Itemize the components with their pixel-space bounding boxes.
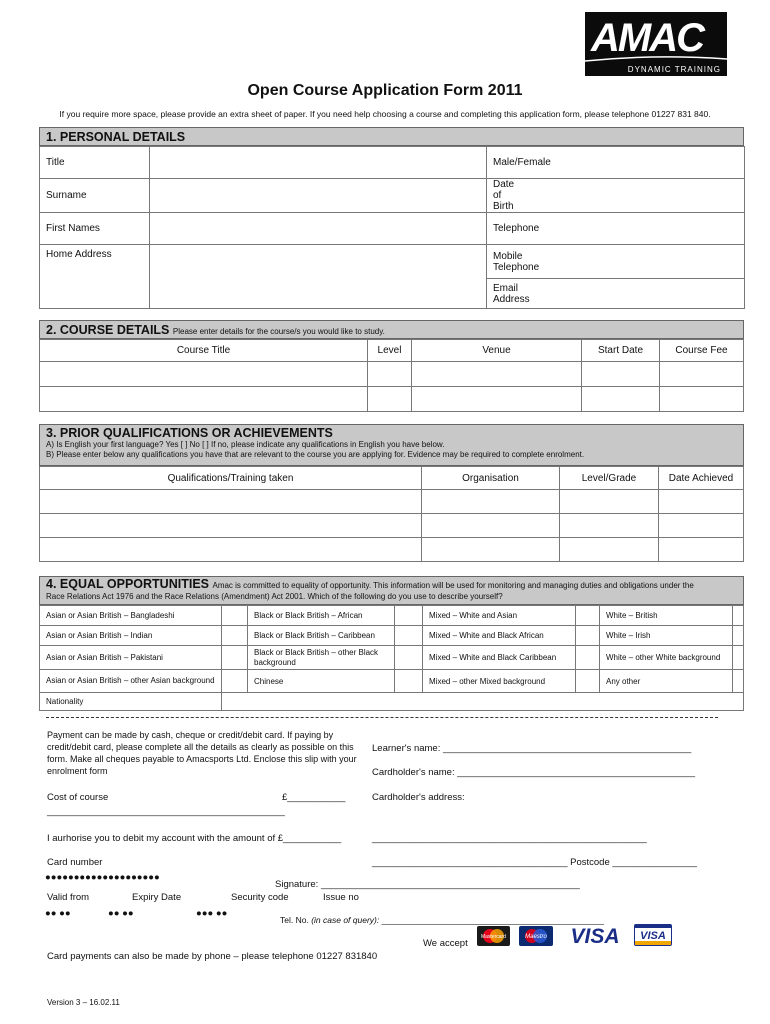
- col-course-fee: Course Fee: [660, 340, 744, 362]
- start-date-field[interactable]: [582, 387, 660, 412]
- visa-electron-icon: [634, 924, 672, 946]
- form-title: Open Course Application Form 2011: [247, 82, 523, 99]
- course-title-field[interactable]: [40, 387, 368, 412]
- expiry-label: Expiry Date: [132, 892, 182, 903]
- col-qualifications: Qualifications/Training taken: [40, 467, 422, 490]
- authorise-amount-field[interactable]: I aurhorise you to debit my account with the amount of £___________: [47, 833, 342, 844]
- ethnicity-option: Asian or Asian British – Pakistani: [40, 646, 222, 670]
- first-names-field[interactable]: [150, 213, 487, 245]
- nationality-field[interactable]: [222, 693, 744, 711]
- visa-label: VISA: [570, 925, 620, 946]
- equal-note: Amac is committed to equality of opportunity. This information will be used for monitoring and managing duties and obligations under the: [212, 581, 694, 590]
- we-accept-label: We accept: [423, 938, 468, 949]
- ethnicity-checkbox[interactable]: [222, 626, 248, 646]
- ethnicity-checkbox[interactable]: [576, 646, 600, 670]
- ethnicity-checkbox[interactable]: [395, 626, 423, 646]
- payment-instructions: Payment can be made by cash, cheque or credit/debit card. If paying by credit/debit card, please complete all the details as clearly as possible on this form. Make all cheques payable to Amacsports Ltd. Enclose this slip with your enrolment form: [47, 730, 357, 776]
- ethnicity-option: Black or Black British – African: [248, 606, 395, 626]
- venue-field[interactable]: [412, 362, 582, 387]
- home-address-field[interactable]: [150, 245, 487, 309]
- ethnicity-option: Black or Black British – other Black background: [248, 646, 395, 670]
- security-code-field[interactable]: ●●● ●●: [196, 908, 228, 919]
- level-grade-field[interactable]: [560, 514, 659, 538]
- personal-details-table: Title Male/Female Surname Date of Birth First Names Telephone Home Address Mobile Telephone Email Address: [39, 146, 745, 309]
- ethnicity-option: Black or Black British – Caribbean: [248, 626, 395, 646]
- signature-field[interactable]: Signature: _________________________________________________: [275, 879, 580, 890]
- course-details-heading: 2. COURSE DETAILS Please enter details for the course/s you would like to study.: [39, 320, 744, 339]
- surname-label: Surname: [40, 179, 150, 213]
- course-title-field[interactable]: [40, 362, 368, 387]
- expiry-field[interactable]: ●● ●●: [108, 908, 134, 919]
- ethnicity-checkbox[interactable]: [222, 606, 248, 626]
- mastercard-label: Mastercard: [480, 934, 507, 940]
- version-label: Version 3 – 16.02.11: [47, 998, 120, 1007]
- cardholder-address-label: Cardholder's address:: [372, 792, 465, 803]
- address-line-field[interactable]: ____________________________________________________: [372, 833, 647, 844]
- level-field[interactable]: [368, 387, 412, 412]
- level-grade-field[interactable]: [560, 490, 659, 514]
- col-organisation: Organisation: [422, 467, 560, 490]
- col-venue: Venue: [412, 340, 582, 362]
- logo-tagline: DYNAMIC TRAINING: [627, 65, 721, 74]
- cost-line: _____________________________________________: [47, 806, 285, 817]
- postcode-field[interactable]: _____________________________________ Postcode ________________: [372, 857, 697, 868]
- organisation-field[interactable]: [422, 538, 560, 562]
- col-course-title: Course Title: [40, 340, 368, 362]
- learner-name-field[interactable]: Learner's name: _______________________________________________: [372, 743, 692, 754]
- organisation-field[interactable]: [422, 490, 560, 514]
- level-field[interactable]: [368, 362, 412, 387]
- ethnicity-checkbox[interactable]: [576, 626, 600, 646]
- col-level: Level: [368, 340, 412, 362]
- col-level-grade: Level/Grade: [560, 467, 659, 490]
- ethnicity-table: [39, 605, 744, 711]
- ethnicity-checkbox[interactable]: [733, 626, 744, 646]
- equal-opportunities-heading: 4. EQUAL OPPORTUNITIES Amac is committed to equality of opportunity. This information will be used for monitoring and managing duties and obligations under the Race Relations Act 1976 and the Race Relations (Amendment) Act 2001. Which of the following do you use to describe yourself?: [39, 576, 744, 605]
- col-date-achieved: Date Achieved: [659, 467, 744, 490]
- date-achieved-field[interactable]: [659, 538, 744, 562]
- title-label: Title: [40, 147, 150, 179]
- card-number-label: Card number: [47, 857, 103, 868]
- ethnicity-option: Any other: [600, 670, 733, 693]
- phone-payment-note: Card payments can also be made by phone – please telephone 01227 831840: [47, 951, 378, 962]
- visa-icon: [564, 924, 626, 946]
- title-field[interactable]: [150, 147, 487, 179]
- qualification-field[interactable]: [40, 538, 422, 562]
- ethnicity-option: Mixed – other Mixed background: [423, 670, 576, 693]
- date-achieved-field[interactable]: [659, 514, 744, 538]
- ethnicity-checkbox[interactable]: [395, 646, 423, 670]
- ethnicity-checkbox[interactable]: [733, 670, 744, 693]
- ethnicity-option: White – British: [600, 606, 733, 626]
- course-details-table: [39, 339, 744, 412]
- qualifications-instruction: B) Please enter below any qualifications you have that are relevant to the course you are applying for. Evidence may be required to complete enrolment.: [46, 450, 585, 459]
- amac-logo: [585, 12, 727, 76]
- ethnicity-checkbox[interactable]: [733, 606, 744, 626]
- venue-field[interactable]: [412, 387, 582, 412]
- ethnicity-checkbox[interactable]: [576, 606, 600, 626]
- ethnicity-checkbox[interactable]: [576, 670, 600, 693]
- ethnicity-checkbox[interactable]: [733, 646, 744, 670]
- ethnicity-option: White – Irish: [600, 626, 733, 646]
- visa-electron-label: VISA: [640, 930, 666, 942]
- ethnicity-checkbox[interactable]: [395, 670, 423, 693]
- qualification-field[interactable]: [40, 490, 422, 514]
- equal-note-2: Race Relations Act 1976 and the Race Relations (Amendment) Act 2001. Which of the following do you use to describe yourself?: [46, 592, 503, 601]
- nationality-label: Nationality: [40, 693, 222, 711]
- ethnicity-option: White – other White background: [600, 646, 733, 670]
- logo-swoosh-icon: [585, 56, 727, 62]
- cost-amount-field[interactable]: £___________: [282, 792, 346, 803]
- organisation-field[interactable]: [422, 514, 560, 538]
- col-start-date: Start Date: [582, 340, 660, 362]
- valid-from-label: Valid from: [47, 892, 90, 903]
- mastercard-icon: [477, 926, 510, 946]
- course-fee-field[interactable]: [660, 362, 744, 387]
- qualifications-table: [39, 466, 744, 562]
- qualification-field[interactable]: [40, 514, 422, 538]
- surname-field[interactable]: [150, 179, 487, 213]
- course-fee-field[interactable]: [660, 387, 744, 412]
- cost-label: Cost of course: [47, 792, 109, 803]
- personal-details-heading: 1. PERSONAL DETAILS: [39, 127, 744, 146]
- level-grade-field[interactable]: [560, 538, 659, 562]
- ethnicity-option: Mixed – White and Asian: [423, 606, 576, 626]
- ethnicity-option: Chinese: [248, 670, 395, 693]
- tel-field[interactable]: Tel. No. (in case of query): _______________________________________________: [280, 915, 604, 925]
- ethnicity-checkbox[interactable]: [222, 670, 248, 693]
- ethnicity-option: Asian or Asian British – other Asian background: [40, 670, 222, 693]
- maestro-icon: [519, 926, 553, 946]
- first-names-label: First Names: [40, 213, 150, 245]
- prior-qualifications-heading: 3. PRIOR QUALIFICATIONS OR ACHIEVEMENTS A) Is English your first language? Yes [ ] No [ ] If no, please indicate any qualifications in English you have below. B) Please enter below any qualifications you have that are relevant to the course you are applying for. Evidence may be required to complete enrolment.: [39, 424, 744, 466]
- ethnicity-option: Asian or Asian British – Bangladeshi: [40, 606, 222, 626]
- ethnicity-option: Mixed – White and Black Caribbean: [423, 646, 576, 670]
- maestro-label: Maestro: [525, 934, 547, 940]
- card-number-field[interactable]: ●●●●●●●●●●●●●●●●●●●●: [45, 872, 160, 883]
- home-address-label: Home Address: [40, 245, 150, 309]
- start-date-field[interactable]: [582, 362, 660, 387]
- cut-line: [46, 717, 718, 718]
- ethnicity-option: Asian or Asian British – Indian: [40, 626, 222, 646]
- date-achieved-field[interactable]: [659, 490, 744, 514]
- dob-field[interactable]: [487, 179, 745, 213]
- security-code-label: Security code: [231, 892, 289, 903]
- ethnicity-checkbox[interactable]: [222, 646, 248, 670]
- valid-from-field[interactable]: ●● ●●: [45, 908, 71, 919]
- ethnicity-option: Mixed – White and Black African: [423, 626, 576, 646]
- english-question: A) Is English your first language? Yes [ ] No [ ] If no, please indicate any qualifications in English you have below.: [46, 440, 445, 449]
- ethnicity-checkbox[interactable]: [395, 606, 423, 626]
- intro-text: If you require more space, please provide an extra sheet of paper. If you need help choosing a course and completing this application form, please telephone 01227 831 840.: [59, 109, 711, 119]
- logo-word: AMAC: [591, 16, 703, 60]
- issue-no-label: Issue no: [323, 892, 359, 903]
- cardholder-name-field[interactable]: Cardholder's name: _____________________________________________: [372, 767, 695, 778]
